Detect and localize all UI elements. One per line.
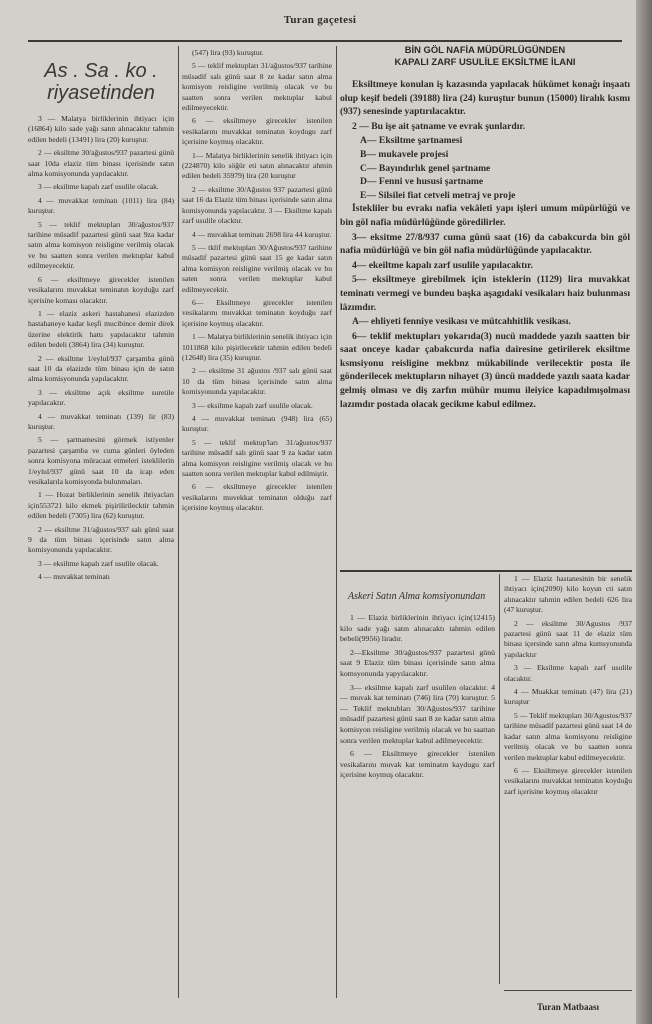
sub-b-paragraph: 1 — Elaziz hastanesinin bir senelik ihtiyacı için(2090) kilo koyun cti satın alınacaktır tahmin edilen bedeli 626 lira (47 kuruştur.	[504, 574, 632, 615]
section-title-asako: As . Sa . ko . riyasetinden	[44, 60, 158, 104]
document-list-item: E— Silsilei fiat cetveli metraj ve proje	[360, 189, 516, 201]
sub-b-paragraph: 2 — eksiltme 30/Agustos /937 pazartesi günü saat 11 de elaziz tüm binası içersinde satın alma kumsyonunda yapılacktır	[504, 618, 632, 659]
sub-a-paragraph: 2—Eksiltme 30/ağustos/937 pazartesi günü saat 9 Elaziz tüm binası içerisinde satın alma komsyonunda yapyılacaktır.	[340, 647, 495, 678]
announcement-title-line: BİN GÖL NAFİA MÜDÜRLÜGÜNDEN	[404, 44, 566, 55]
announcement-item: 2 — Bu işe ait şatname ve evrak şunlardır.	[352, 120, 526, 132]
announcement-paragraph: 5— eksiltmeye girebilmek için isteklerin (1129) lira muvakkat teminatı vermegi ve bundeu başka aşagıdaki vesikaları haiz bulunması lâzımdır.	[340, 274, 630, 313]
column-2-paragraph: 2 — eksiltme 30/Ağustos 937 pazartesi günü saat 16 da Elaziz tüm binası içerisinde satın alma komisyonunda yapılacaktır. 3 — Eksiltme kapalı zarf usulile olacktır.	[182, 184, 332, 226]
sub-a-paragraph: 6 — Eksiltmeye girecekler istenilen vesikalarını muvak kat teminatın kaydugu zarf içerisine koymuş olacaktır.	[340, 749, 495, 780]
column-2-paragraph: 1 — Malatya birliklerinin senelik ihtiyacı için 1011868 kilo pişirilecektir tahmin edilen bedeli (12648) lira (35) kuruştur.	[182, 332, 332, 362]
sub-b-paragraph: 5 — Teklif mektupları 30/Agustos/937 tarihine müsadif pazartesi günü saat 14 de kadar satın alma komisyonu reisligine verilmiş olacak ve bu saatten sonra verilen mektuplar kabul edilmeyecektir.	[504, 710, 632, 762]
column-2-paragraph: (547) lira (93) kuruştur.	[192, 48, 264, 57]
column-1-paragraph: 2 — eksiltme 30/ağustos/937 pazartesi günü saat 10da elaziz tüm binası içerisinde satın alma komisyonunda yapılacaktır.	[28, 148, 174, 179]
document-list-item: D— Fenni ve hususi şartname	[360, 176, 484, 188]
printer-imprint: Turan Matbaası	[537, 1002, 599, 1012]
sub-b-paragraph: 6 — Eksiltmeye girecekler istenilen vesikalarını muvakkat teminatın koyduğu zarf içerisine koymuş olacaktır	[504, 765, 632, 796]
column-1-paragraph: 4 — muvakkat teminatı	[38, 572, 110, 582]
column-1-paragraph: 1 — elaziz askeri hastahanesi elazizden hastahaneye kadar keşfi mucibince demir direk üzerine elektirik hattı yapılacaktır tahmin edilen bedeli (3864) lira (34) kuruştur.	[28, 308, 174, 350]
column-1-paragraph: 5 — şartnamesini görmek istiyenler pazartesi çarşamba ve cuma günleri öyleden sonra komisyona müracaat etmeleri isteklilerin 1/eylul/937 günü saat 10 da icap eden vesikalarıla komisyonda bulunmaları.	[28, 435, 174, 486]
section-rule	[340, 570, 632, 572]
announcement-title	[340, 44, 630, 68]
column-2-paragraph: 5 — teklif mektup'ları 31/ağustos/937 tarihine müsadif salı günü saat 9 za kadar satın alma komisyon reisligine verilmiş olacak ve bu saatten sonra verilen mektuplar kabul edilmiştir.	[182, 437, 332, 479]
document-list-item: C— Bayındırlık genel şartname	[360, 162, 491, 174]
column-2	[182, 48, 332, 1008]
announcement-paragraph: 4— ekeiltme kapalı zarf usulile yapılacaktır.	[352, 259, 533, 271]
header-rule	[28, 40, 622, 42]
page-header: Turan gaçetesi	[283, 14, 357, 26]
column-2-paragraph: 4 — muvakkat teminatı (948) lira (65) kuruştur.	[182, 414, 332, 434]
column-1-paragraph: 6 — eksiltmeye girecekler istenilen vesikalarını muvakkat teminatın koyduğu zarf içerisine koması olacaktır.	[28, 274, 174, 305]
announcement-paragraph: 3— eksitme 27/8/937 cuma günü saat (16) da cabakcurda bin göl nafia müdürlüğü ve bin göl nafia müdürlüğünde yapılacaktır.	[340, 231, 630, 257]
column-2-paragraph: 1— Malatya birliklerinin senelik ihtiyacı için (224870) kilo söğür eti satın alınacaktır ahmin edilen bedeli 35979) lira (20 kuruştur	[182, 150, 332, 181]
column-2-paragraph: 2 — eksiltme 31 ağustos /937 salı günü saat 10 da tüm binası içerisinde satın alma komisyonunda yapılacaktır.	[182, 366, 332, 397]
binding-spine	[636, 0, 652, 1024]
column-2-paragraph: 6— Eksiltmeye girecekler istenilen vesikalarını muvakkat teminatın koyduğu zarf içerisine koymuş olacaktır.	[182, 297, 332, 328]
column-2-paragraph: 5 — teklif mektupları 31/ağustos/937 tarihine müsadif salı günü saat 8 ze kadar satın alma komisyon reisligine verilmiş olacak ve bu saatten sonra verilen mektuplar kabul edilmeyecektir.	[182, 61, 332, 113]
footer-rule	[504, 990, 632, 991]
elaziz-hastane-column	[504, 574, 632, 954]
sub-a-paragraph: 1 — Elaziz birliklerinin ihtiyacı için(12415) kilo sade yağı satın alınacaktı tahmin edilen bebeli(9956) liradır.	[340, 613, 495, 644]
announcement-title-line: KAPALI ZARF USULİLE EKSİLTME İLANI	[394, 56, 576, 67]
column-1-paragraph: 2 — eksiltme 1/eylul/937 çarşamba günü saat 10 da elazizde tüm binası için de satın alma komisyonunda yapılacaktır.	[28, 353, 174, 384]
sub-a-paragraph: 3— eksiltme kapalı zarf usulilen olacaktır. 4— muvak kat teminatı (746) lira (70) kuruştur. 5— Teklif mektubları 30/Ağustos/937 tarihine müsadif pazartesi günü saat 8 ze kadar satın alma komisyon reisligine verilmiş olacak ve bu saattan sonra verilen mektuplar kabul adilmeyecektir.	[340, 682, 495, 745]
column-1-paragraph: 3 — Malatya birliklerinin ihtiyacı için (16864) kilo sade yağı satın alınacaktır tahmin edilen bedeli (13491) lira (20) kuruştur.	[28, 114, 174, 144]
sub-b-paragraph: 4 — Muakkat teminatı (47) lira (21) kuruştur	[504, 687, 632, 707]
askeri-satin-alma-column	[340, 584, 495, 984]
sub-b-paragraph: 3 — Eksiltme kapalı zarf usulile olacaktır.	[504, 663, 632, 683]
announcement-intro: Eksiltmeye konulan iş kazasında yapılacak hükümet konağı inşaatı olup keşif bedeli (39188) lira (24) kuruştur bunun (15000) liralık kısmı (937) senesinde yaptırılacaktır.	[340, 79, 630, 118]
column-1-paragraph: 2 — eksiltme 31/ağustos/937 salı günü saat 9 da tüm binası içerisinde satın alma komisyonunda yapılacaktır.	[28, 524, 174, 555]
column-1-paragraph: 1 — Hozat birliklerinin senelik ihtiyacları için553721 kilo ekmek pişirilirilecktir tahmin edilen bedeli (7305) lira (62) kuruştur.	[28, 490, 174, 521]
document-list-item: A— Eksiltme şartnamesi	[360, 135, 463, 147]
column-2-paragraph: 5 — tklif mektupları 30/Ağustos/937 tarihine müsadif pazartesi günü saat 15 ge kadar satın alma komisyon reisligine verilmiş olacak ve bu saten sonra verilen mektuplar kabul edilmeyecektir.	[182, 242, 332, 294]
column-divider	[336, 46, 337, 998]
announcement-paragraph: İstekliler bu evrakı nafia vekâleti yapı işleri umum müpürlüğü ve bin göl nafia müdürlüğünde göredilirler.	[340, 203, 630, 228]
bingol-nafia-announcement	[340, 44, 630, 412]
announcement-paragraph: A— ehliyeti fenniye vesikası ve mütcahhitlik vesikası.	[352, 316, 571, 328]
column-2-paragraph: 3 — eksiltme kapalı zarf usulile olacak.	[192, 400, 313, 410]
column-1	[28, 48, 174, 1008]
announcement-paragraph: 6— teklif mektupları yokarıda(3) nucü maddede yazılı saatten bir saat onceye kadar çabakcurda nafia dairesine getirilerek eksiltme ksmsiyonu reisligine mekbnz mükabilinde verilecektir posta ile gönderilecek mektupların nihayet (3) üncü maddede yazılı saata kadar gelmiş olması ve diş zarfın mühür mumu ileiyice kapadılmışolması lazımdır postada olacak gecikme kabul edilmez.	[340, 330, 630, 410]
column-divider	[499, 574, 500, 984]
column-divider	[178, 46, 179, 998]
document-list-item: B— mukavele projesi	[360, 148, 449, 160]
column-1-paragraph: 3 — eksiltme kapalı zarf usulile olacak.	[38, 558, 159, 568]
column-1-paragraph: 3 — eksiltme açık eksiltme suretile yapılacaktır.	[28, 387, 174, 408]
column-1-paragraph: 4 — muvakkat teminatı (1011) lira (84) kuruştur.	[28, 195, 174, 216]
column-1-paragraph: 4 — muvakkat teminatı (139) lir (83) kuruştur.	[28, 411, 174, 431]
column-2-paragraph: 4 — muvakkat teminatı 2698 lira 44 kuruştur.	[192, 229, 332, 239]
column-2-paragraph: 6 — eksiltmeye girecekler istenilen vesikalarını muvakkat teminatın koydugu zarf içerisine koymuş olacaktır.	[182, 116, 332, 147]
section-title-askeri: Askeri Satın Alma komsiyonundan	[348, 591, 486, 602]
column-2-paragraph: 6 — eksiltmeye girecekler istenilen vesikalarını muvekkat teminatın olduğu zarf içerisine koymuş olacaktır.	[182, 482, 332, 513]
column-1-paragraph: 3 — eksiltme kapalı zarf usulile olacak.	[38, 182, 159, 192]
column-1-paragraph: 5 — teklif mektupları 30/ağustos/937 tarihine müsadif pazartesi günü saat 9za kadar satın alma komisyon reisligine verilmiş olacak ve bu saatten sonra verilen mektuplar kabul edilmeyecektir.	[28, 219, 174, 271]
